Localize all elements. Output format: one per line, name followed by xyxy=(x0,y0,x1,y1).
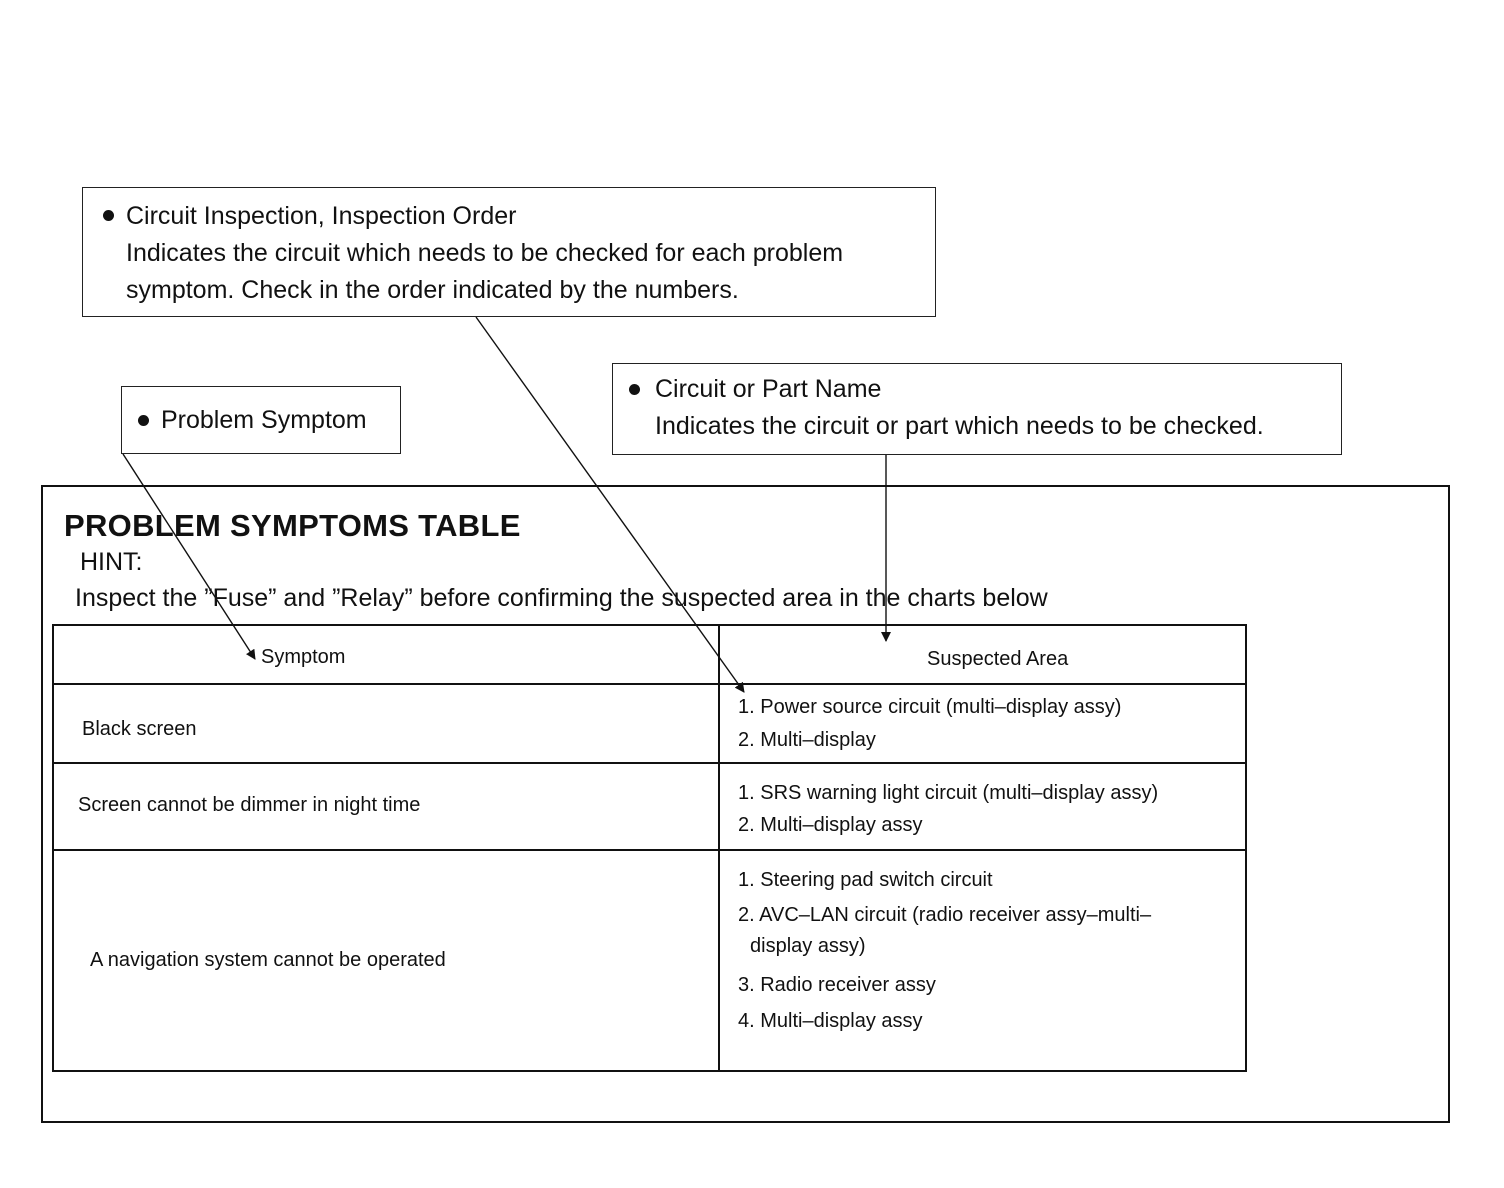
table-title: PROBLEM SYMPTOMS TABLE xyxy=(64,508,521,543)
callout-inspection-order-text-1: Indicates the circuit which needs to be checked for each problem xyxy=(126,239,844,267)
row-3-symptom: A navigation system cannot be operated xyxy=(90,949,446,971)
row-3-area-4: 4. Multi–display assy xyxy=(738,1010,923,1032)
hint-label: HINT: xyxy=(80,548,143,576)
row-1-area-2: 2. Multi–display xyxy=(738,729,876,751)
hint-text: Inspect the ”Fuse” and ”Relay” before confirming the suspected area in the charts below xyxy=(75,584,1048,612)
row-2-area-1: 1. SRS warning light circuit (multi–display assy) xyxy=(738,782,1159,804)
callout-inspection-order-title: Circuit Inspection, Inspection Order xyxy=(126,202,517,230)
arrow-problem-symptom xyxy=(123,454,255,659)
arrow-inspection-order xyxy=(476,317,744,692)
row-1-area-1: 1. Power source circuit (multi–display assy) xyxy=(738,696,1122,718)
callout-part-name-title: Circuit or Part Name xyxy=(655,375,882,403)
header-suspected-area: Suspected Area xyxy=(927,648,1069,670)
callout-problem-symptom-title: Problem Symptom xyxy=(161,406,367,434)
row-1-symptom: Black screen xyxy=(82,718,197,740)
row-3-area-1: 1. Steering pad switch circuit xyxy=(738,869,993,891)
row-3-area-3: 3. Radio receiver assy xyxy=(738,974,936,996)
row-3-area-2-cont: display assy) xyxy=(750,935,866,957)
row-3-area-2: 2. AVC–LAN circuit (radio receiver assy–multi– xyxy=(738,904,1152,926)
row-2-symptom: Screen cannot be dimmer in night time xyxy=(78,794,421,816)
callout-inspection-order-text-2: symptom. Check in the order indicated by the numbers. xyxy=(126,276,739,304)
row-2-area-2: 2. Multi–display assy xyxy=(738,814,923,836)
header-symptom: Symptom xyxy=(261,646,346,668)
callout-part-name-text: Indicates the circuit or part which needs to be checked. xyxy=(655,412,1264,440)
